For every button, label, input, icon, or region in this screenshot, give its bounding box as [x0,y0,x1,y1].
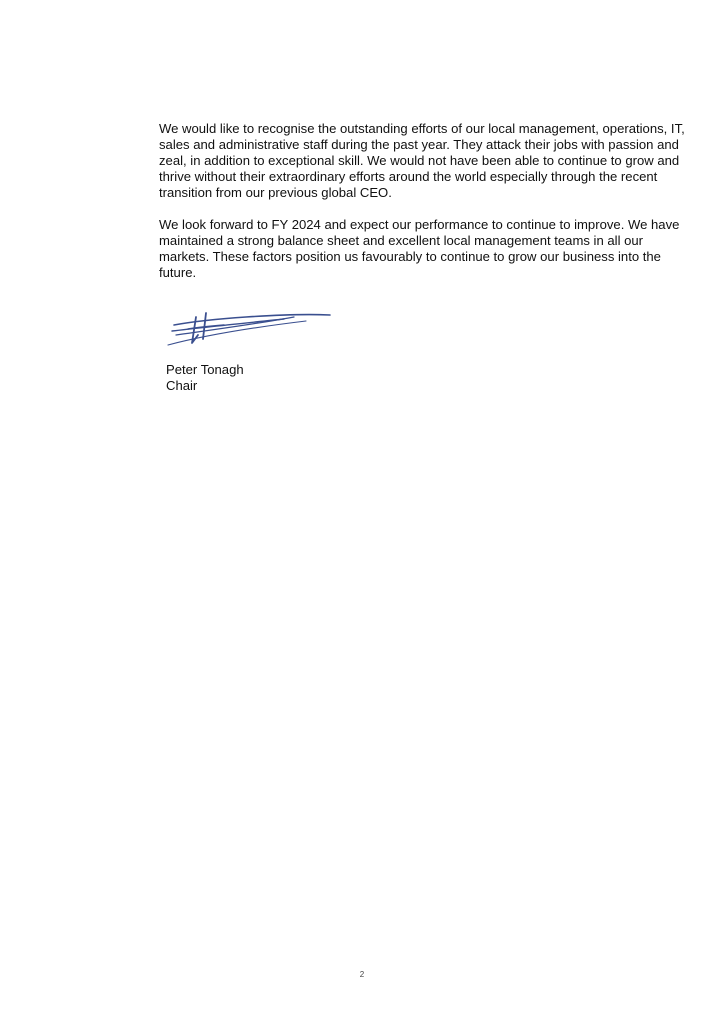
paragraph-outlook: We look forward to FY 2024 and expect our performance to continue to improve. We have maintained a strong balance sheet and excellent local management teams in all our markets. These factors position us favourably to continue to grow our business into the future. [159,217,680,280]
signer-title: Chair [166,378,198,393]
letter-body [159,121,689,281]
handwritten-signature [166,305,336,355]
paragraph-staff-recognition: We would like to recognise the outstanding efforts of our local management, operations, IT, sales and administrative staff during the past year. They attack their jobs with passion and zeal, in addition to exceptional skill. We would not have been able to continue to grow and thrive without their extraordinary efforts around the world especially through the recent transition from our previous global CEO. [159,121,685,200]
page-number: 2 [359,970,365,979]
signer-block [166,362,244,394]
signer-name: Peter Tonagh [166,362,244,377]
